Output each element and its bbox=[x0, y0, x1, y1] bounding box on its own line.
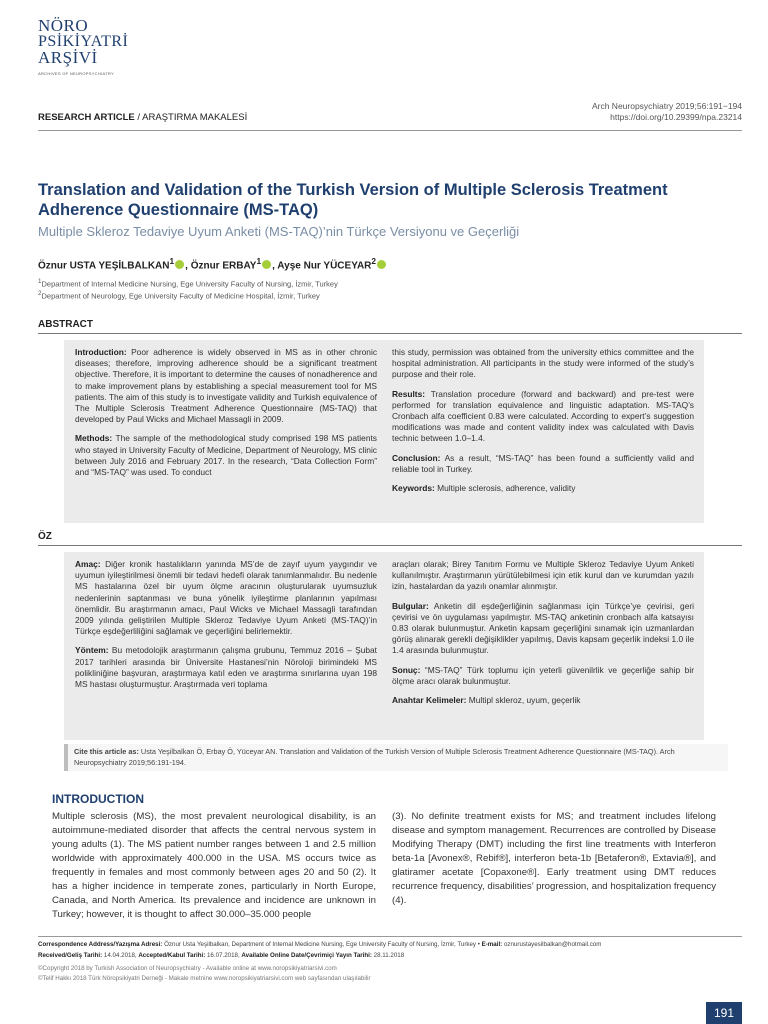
section-text: Bu metodolojik araştırmanın çalışma grubunu, Temmuz 2016 – Şubat 2017 tarihleri arasında bir Üniversite Hastanesi’nin Nöroloji birimindeki MS polikliniğine başvuran, araştırmaya katıl eden ve araştırma sınırlarına uyan 198 MS hastası oluşturmuştur. Araştırmada veri toplama bbox=[75, 645, 377, 690]
affiliation-text: Department of Internal Medicine Nursing, Ege University Faculty of Nursing, İzmir, Turkey bbox=[41, 279, 338, 289]
footer-text: Öznur Usta Yeşilbalkan, Department of Internal Medicine Nursing, Ege University Faculty of Nursing, İzmir, Turkey • bbox=[162, 941, 482, 948]
logo-line-2: PSİKİYATRİ bbox=[38, 33, 129, 50]
section-text: Diğer kronik hastalıkların yanında MS’de de zayıf uyum yaygındır ve uyumun iyileştirilmesi önemli bir tedavi hedefi olarak tanımlanmalıdır. Bu nedenle MS hastalarına özel bir uyum ölçme aracının oluşturularak uyumsuzluk nedenlerinin saptanması ve buna yönelik iyileştirme planlarının yapılması önemlidir. Bu araştırmanın amacı, Paul Wicks ve Michael Massagli tarafından 2009 yılında geliştirilen Multiple Skleroz Tedaviye Uyum Anketi (MS-TAQ)’in Türkçe eşdeğerliliğini sağlamak ve geçerliğini belirlemektir. bbox=[75, 559, 377, 637]
abstract-methods-cont: this study, permission was obtained from the university ethics committee and the hospital administration. All participants in the study were informed of the study’s purpose and their role. bbox=[392, 347, 694, 380]
page-number: 191 bbox=[706, 1002, 742, 1024]
author-sep: , bbox=[185, 260, 191, 272]
abstract-heading: ABSTRACT bbox=[38, 319, 93, 330]
footer-label: Accepted/Kabul Tarihi: bbox=[138, 952, 206, 959]
logo-line-1: NÖRO bbox=[38, 16, 89, 35]
section-text: The sample of the methodological study comprised 198 MS patients who stayed in University Faculty of Medicine, Department of Neurology, MS clinic between July 2016 and February 2017. In the research, “Data Collection Form” and “MS-TAQ” was used. To conduct bbox=[75, 433, 377, 478]
section-label: Conclusion: bbox=[392, 452, 441, 463]
abstract-rule bbox=[38, 333, 742, 334]
abstract-col-1 bbox=[75, 347, 377, 486]
oz-anahtar bbox=[392, 695, 694, 706]
footer-label: Available Online Date/Çevrimiçi Yayın Tarihi: bbox=[241, 952, 372, 959]
abstract-box bbox=[64, 340, 704, 523]
article-type-en: RESEARCH ARTICLE bbox=[38, 112, 135, 123]
abstract-keywords bbox=[392, 483, 694, 494]
oz-yontem bbox=[75, 645, 377, 690]
section-label: Introduction: bbox=[75, 347, 127, 357]
section-text: Poor adherence is widely observed in MS as in other chronic diseases; therefore, improving adherence should be a significant treatment objective. Therefore, it is important to determine the causes of nonadherence and to make improvement plans by establishing a special measurement tool for MS patients. The aim of this study is to investigate validity and Turkish equivalence of The Multiple Sclerosis Treatment Adherence Questionnaire (MS-TAQ) that developed by Paul Wicks and Michael Massagli in 2009. bbox=[75, 347, 377, 425]
article-type bbox=[38, 112, 247, 123]
section-label: Anahtar Kelimeler: bbox=[392, 695, 467, 706]
section-text: “MS-TAQ” Türk toplumu için yeterli güvenilrlik ve geçerliğe sahip bir ölçme aracı olarak bulunmuştur. bbox=[392, 664, 694, 686]
oz-col-1 bbox=[75, 559, 377, 698]
abstract-col-2 bbox=[392, 347, 694, 502]
article-type-tr: ARAŞTIRMA MAKALESİ bbox=[142, 112, 248, 123]
affiliation-2 bbox=[38, 290, 320, 301]
section-label: Results: bbox=[392, 388, 426, 399]
abstract-introduction bbox=[75, 347, 377, 425]
affiliation-sup: 2 bbox=[38, 290, 42, 297]
cite-label: Cite this article as: bbox=[74, 747, 139, 756]
logo-subtitle: ARCHIVES OF NEUROPSYCHIATRY bbox=[38, 71, 114, 76]
author-affil-sup: 1 bbox=[169, 256, 175, 266]
author-list bbox=[38, 256, 387, 271]
footer-label: Received/Geliş Tarihi: bbox=[38, 952, 103, 959]
abstract-conclusion bbox=[392, 453, 694, 475]
journal-citation: Arch Neuropsychiatry 2019;56:191−194 bbox=[591, 101, 742, 111]
copyright-en: ©Copyright 2018 by Turkish Association of Neuropsychiatry - Available online at www.noropsikiyatriarsivi.com bbox=[38, 965, 337, 972]
introduction-col-1: Multiple sclerosis (MS), the most prevalent neurological disability, is an autoimmune-mediated disorder that affects the central nervous system in young adults (1). The MS patient number ranges between 1 and 2.5 million worldwide with approximately 400.000 in the USA. MS occurs twice as frequently in females and most commonly between ages 20 and 50 (2). It has a higher incidence in temperate zones, particularly in North Europe, Canada, and North America. Its prevalence and incidence are unknown in Turkey; however, it is thought to affect 30.000–35.000 people bbox=[52, 811, 376, 920]
section-label: Amaç: bbox=[75, 559, 101, 569]
section-text: Multipl skleroz, uyum, geçerlik bbox=[466, 695, 581, 706]
header-divider bbox=[38, 130, 742, 131]
author-name: Öznur USTA YEŞİLBALKAN bbox=[38, 260, 170, 272]
orcid-icon[interactable] bbox=[377, 260, 386, 269]
footer-text: 28.11.2018 bbox=[371, 952, 405, 959]
author-sep: , bbox=[272, 260, 278, 272]
author-affil-sup: 1 bbox=[256, 256, 262, 266]
section-label: Bulgular: bbox=[392, 600, 429, 611]
doi-link[interactable]: https://doi.org/10.29399/npa.23214 bbox=[610, 112, 742, 122]
article-type-sep: / bbox=[134, 112, 143, 123]
abstract-methods bbox=[75, 433, 377, 478]
oz-amac bbox=[75, 559, 377, 637]
orcid-icon[interactable] bbox=[262, 260, 271, 269]
correspondence-address bbox=[38, 940, 742, 950]
section-text: As a result, “MS-TAQ” has been found a sufficiently valid and reliable tool in Turkey. bbox=[392, 452, 694, 474]
section-label: Keywords: bbox=[392, 483, 435, 494]
cite-this-article bbox=[64, 744, 728, 771]
affiliation-sup: 1 bbox=[38, 278, 42, 285]
footer-text: 14.04.2018, bbox=[102, 952, 139, 959]
author-name: Öznur ERBAY bbox=[190, 260, 257, 272]
copyright-tr: ©Telif Hakkı 2018 Türk Nöropsikiyatri Derneği - Makale metnine www.noropsikiyatriarsivi.com web sayfasından ulaşılabilir bbox=[38, 975, 371, 982]
article-subtitle: Multiple Skleroz Tedaviye Uyum Anketi (MS-TAQ)’nin Türkçe Versiyonu ve Geçerliği bbox=[38, 224, 520, 239]
footer-text: 16.07.2018, bbox=[205, 952, 242, 959]
oz-rule bbox=[38, 545, 742, 546]
section-label: Methods: bbox=[75, 433, 113, 444]
author-name: Ayşe Nur YÜCEYAR bbox=[277, 260, 372, 272]
oz-bulgular bbox=[392, 601, 694, 657]
introduction-heading: INTRODUCTION bbox=[52, 792, 144, 806]
footer-label: E-mail: bbox=[481, 941, 503, 948]
section-label: Sonuç: bbox=[392, 664, 421, 675]
logo-line-3: ARŞİVİ bbox=[38, 48, 98, 67]
section-label: Yöntem: bbox=[75, 645, 109, 656]
section-text: Multiple sclerosis, adherence, validity bbox=[434, 483, 576, 494]
abstract-results bbox=[392, 389, 694, 445]
orcid-icon[interactable] bbox=[175, 260, 184, 269]
affiliation-text: Department of Neurology, Ege University Faculty of Medicine Hospital, İzmir, Turkey bbox=[41, 291, 320, 301]
oz-yontem-cont: araçları olarak; Birey Tanıtım Formu ve Multiple Skleroz Tedaviye Uyum Anketi kullanılmıştır. Araştırmanın yürütülebilmesi için etik kurul dan ve kurumdan yazılı izin, hastalardan da yazılı onamlar alınmıştır. bbox=[392, 559, 694, 592]
oz-col-2 bbox=[392, 559, 694, 714]
affiliation-1 bbox=[38, 278, 338, 289]
oz-sonuc bbox=[392, 665, 694, 687]
journal-reference bbox=[592, 101, 742, 123]
footer-label: Correspondence Address/Yazışma Adresi: bbox=[38, 941, 163, 948]
journal-logo bbox=[38, 18, 158, 76]
email-link[interactable]: oznurustayesilbalkan@hotmail.com bbox=[502, 941, 602, 948]
author-affil-sup: 2 bbox=[371, 256, 377, 266]
introduction-col-2: (3). No definite treatment exists for MS; and treatment includes lifelong disease and symptom management. Recurrences are controlled by Disease Modifying Therapy (DMT) including the first line treatments with Interferon beta-1a [Avonex®, Rebif®], interferon beta-1b [Betaferon®, Extavia®], and glatiramer acetate [Copaxone®]. Early treatment using DMT reduces recurrence frequency, disabilities’ progression, and hospitalization frequency (4). bbox=[392, 811, 716, 906]
article-title: Translation and Validation of the Turkish Version of Multiple Sclerosis Treatment Adherence Questionnaire (MS-TAQ) bbox=[38, 181, 668, 219]
section-text: Translation procedure (forward and backward) and pre-test were performed for translation equivalence and linguistic adaptation. MS-TAQ’s Cronbach alfa coefficient 0.83 were calculated. According to expert’s suggestion modifications was made and content validity index was calculated with Davis technic between 1.0–1.4. bbox=[392, 388, 694, 444]
article-dates bbox=[38, 951, 742, 961]
section-text: Anketin dil eşdeğerliğinin sağlanması için Türkçe’ye çevirisi, geri çevirisi ve ön uygulaması yapılmıştır. MS-TAQ anketinin cronbach alfa katsayısı 0.83 olarak bulunmuştur. Anketin kapsam geçerliğini sınamak için uzmanlardan görüş alınarak gerekli değişiklikler yapılmış, Davis kapsam geçerlik indeksi 1.0 ile 1.4 arasında bulunmuştur. bbox=[392, 600, 694, 656]
oz-heading: ÖZ bbox=[38, 531, 52, 542]
footer-divider bbox=[38, 936, 742, 937]
oz-box bbox=[64, 552, 704, 740]
cite-text: Usta Yeşilbalkan Ö, Erbay Ö, Yüceyar AN. Translation and Validation of the Turkish Version of Multiple Sclerosis Treatment Adherence Questionnaire (MS-TAQ). Arch Neuropsychiatry 2019;56:191-194. bbox=[74, 747, 675, 767]
